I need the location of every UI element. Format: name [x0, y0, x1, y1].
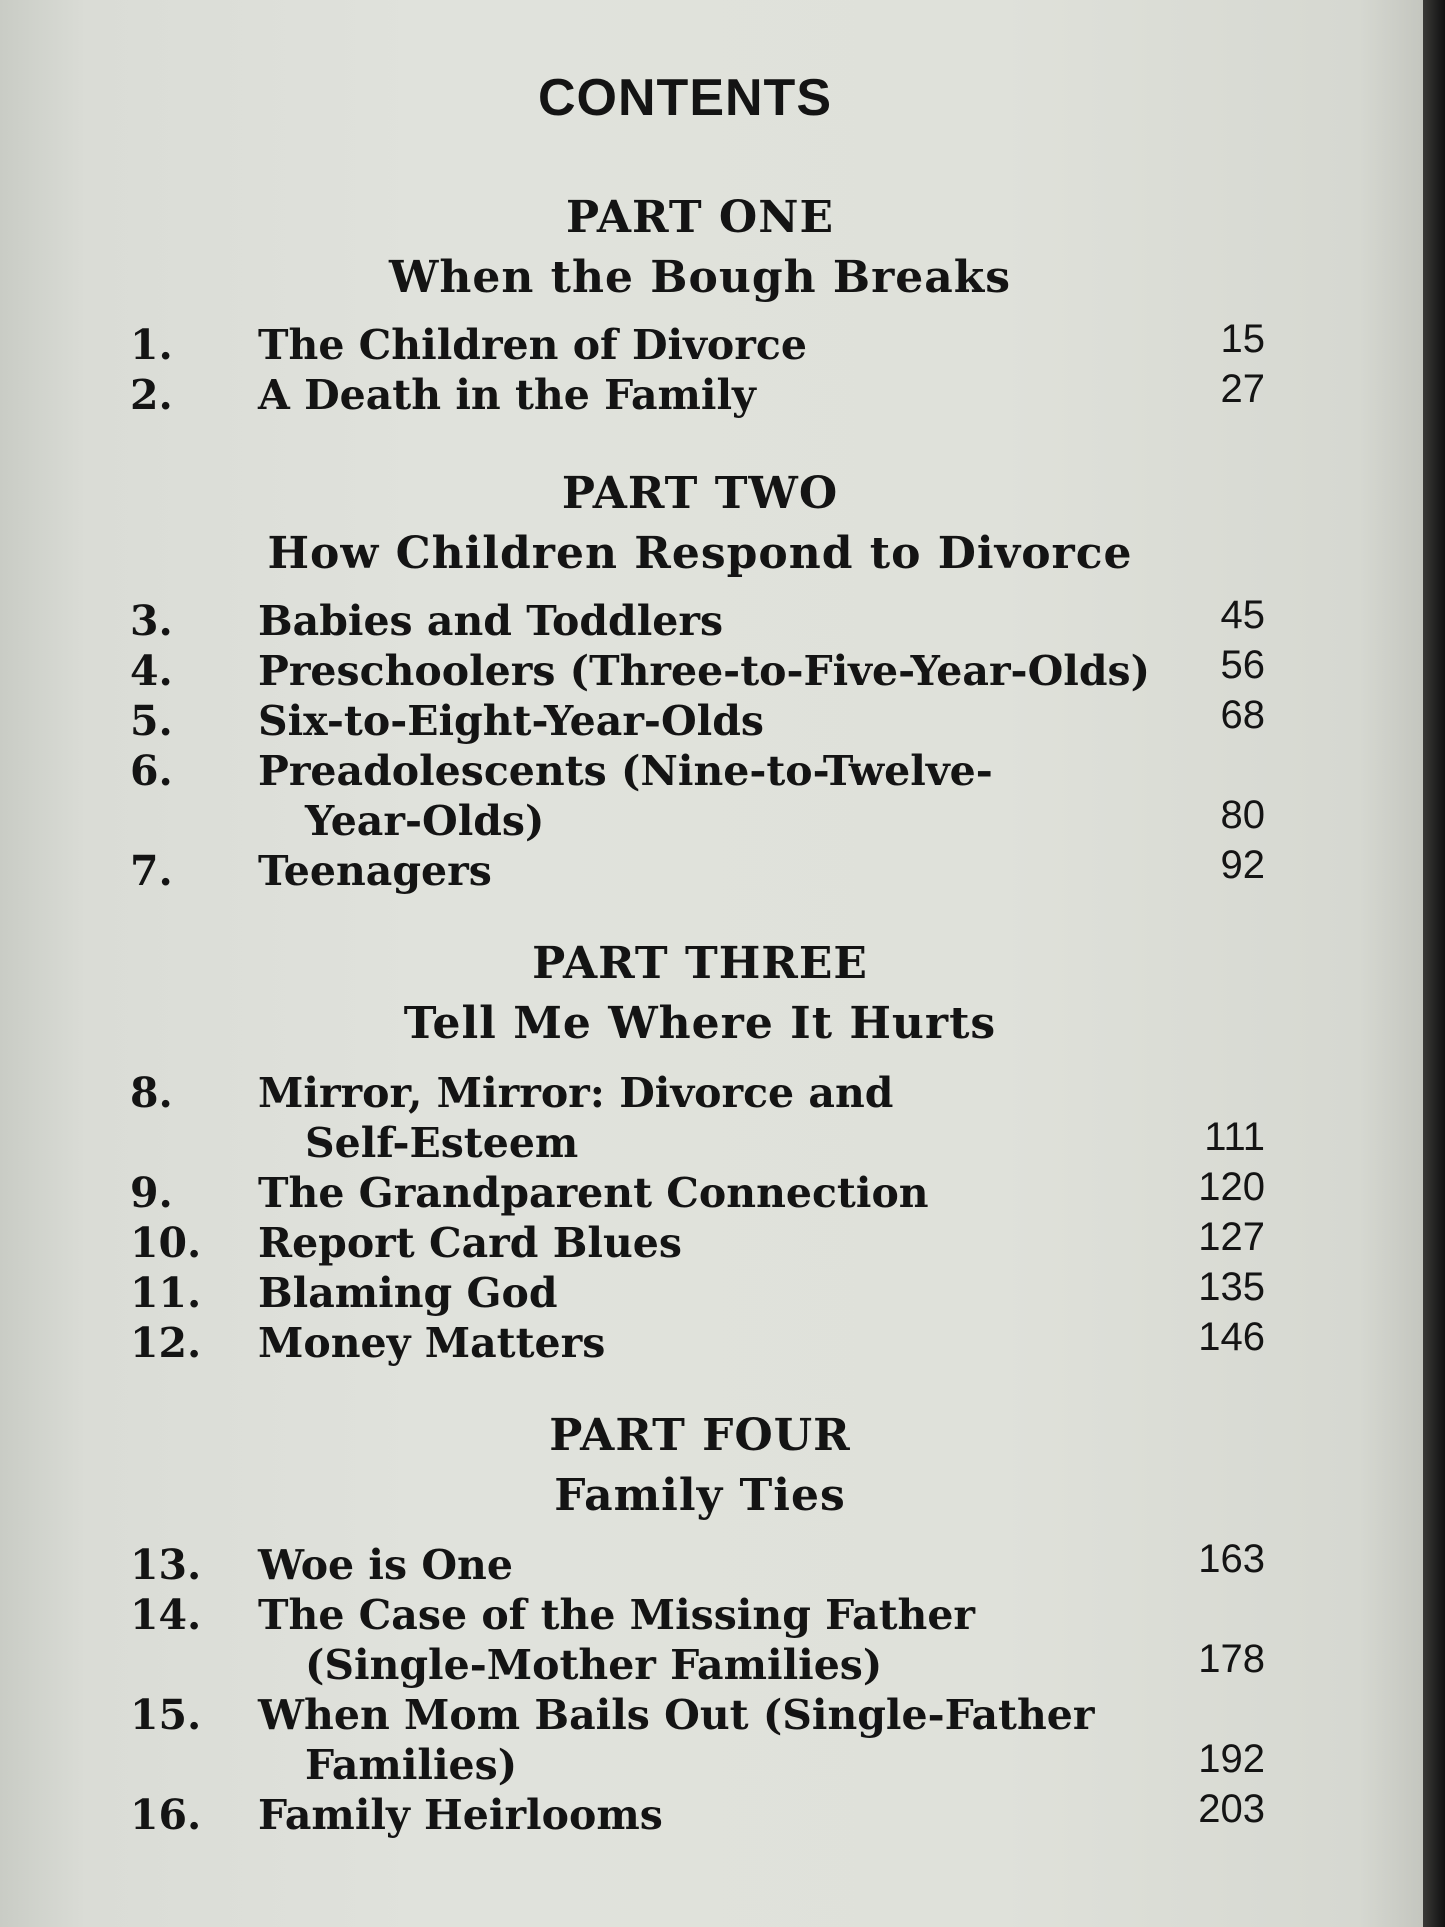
chapter-title: Mirror, Mirror: Divorce and: [258, 1069, 894, 1117]
chapter-number: 8.: [130, 1069, 173, 1117]
page-number: 92: [1220, 843, 1265, 887]
chapter-number: 9.: [130, 1169, 173, 1217]
chapter-number: 2.: [130, 371, 173, 419]
page-title: CONTENTS: [538, 69, 832, 127]
chapter-title: The Grandparent Connection: [258, 1169, 929, 1217]
page-number: 192: [1198, 1737, 1265, 1781]
page-number: 68: [1220, 693, 1265, 737]
chapter-number: 3.: [130, 597, 173, 645]
page-number: 27: [1220, 367, 1265, 411]
page-number: 203: [1198, 1787, 1265, 1831]
chapter-title: Family Heirlooms: [258, 1791, 663, 1839]
chapter-number: 1.: [130, 321, 173, 369]
chapter-title: Money Matters: [258, 1319, 606, 1367]
chapter-title: Woe is One: [258, 1541, 513, 1589]
part-label: PART ONE: [566, 192, 834, 243]
chapter-number: 15.: [130, 1691, 202, 1739]
chapter-title: The Children of Divorce: [258, 321, 807, 369]
page-number: 15: [1220, 317, 1265, 361]
chapter-number: 11.: [130, 1269, 202, 1317]
chapter-title-continued: Families): [305, 1741, 518, 1789]
chapter-title-continued: (Single-Mother Families): [305, 1641, 883, 1689]
page-number: 120: [1198, 1165, 1265, 1209]
part-title: Tell Me Where It Hurts: [403, 998, 997, 1049]
page-number: 163: [1198, 1537, 1265, 1581]
chapter-title: Babies and Toddlers: [258, 597, 724, 645]
chapter-title: Teenagers: [258, 847, 492, 895]
chapter-number: 14.: [130, 1591, 202, 1639]
chapter-title: Report Card Blues: [258, 1219, 682, 1267]
page-number: 45: [1220, 593, 1265, 637]
chapter-number: 13.: [130, 1541, 202, 1589]
part-title: Family Ties: [554, 1470, 846, 1521]
chapter-number: 4.: [130, 647, 173, 695]
part-title: When the Bough Breaks: [388, 252, 1012, 303]
page-number: 80: [1220, 793, 1265, 837]
chapter-number: 12.: [130, 1319, 202, 1367]
part-label: PART TWO: [561, 468, 839, 519]
chapter-number: 10.: [130, 1219, 202, 1267]
chapter-title-continued: Self-Esteem: [305, 1119, 579, 1167]
chapter-number: 16.: [130, 1791, 202, 1839]
page-number: 135: [1198, 1265, 1265, 1309]
part-title: How Children Respond to Divorce: [267, 528, 1133, 579]
chapter-title: When Mom Bails Out (Single-Father: [258, 1691, 1095, 1739]
chapter-title: Preschoolers (Three-to-Five-Year-Olds): [258, 647, 1151, 695]
page-number: 56: [1220, 643, 1265, 687]
chapter-title-continued: Year-Olds): [305, 797, 545, 845]
chapter-title: Preadolescents (Nine-to-Twelve-: [258, 747, 993, 795]
chapter-title: The Case of the Missing Father: [258, 1591, 975, 1639]
chapter-title: A Death in the Family: [258, 371, 756, 419]
chapter-number: 6.: [130, 747, 173, 795]
part-label: PART THREE: [532, 938, 868, 989]
part-label: PART FOUR: [549, 1410, 851, 1461]
chapter-title: Blaming God: [258, 1269, 558, 1317]
chapter-title: Six-to-Eight-Year-Olds: [258, 697, 764, 745]
page-number: 146: [1198, 1315, 1265, 1359]
page-edge-shadow: [1423, 0, 1445, 1927]
page-number: 111: [1204, 1115, 1265, 1159]
page-number: 178: [1198, 1637, 1265, 1681]
chapter-number: 5.: [130, 697, 173, 745]
page-number: 127: [1198, 1215, 1265, 1259]
chapter-number: 7.: [130, 847, 173, 895]
